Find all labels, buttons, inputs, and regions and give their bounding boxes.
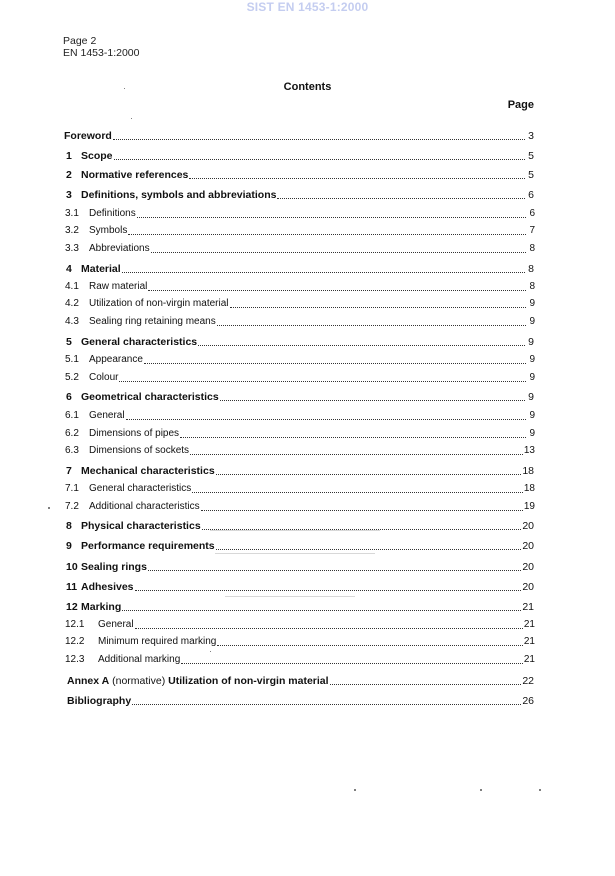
toc-entry-title [81, 169, 188, 181]
toc-entry-title [89, 445, 189, 457]
toc-entry-number: 12.1 [65, 619, 85, 630]
toc-entry-title-text: General characteristics [81, 336, 198, 348]
toc-entry-page: 18 [523, 483, 535, 494]
toc-leader-dots [217, 644, 523, 646]
toc-entry [66, 581, 534, 593]
toc-entry-page: 9 [529, 428, 535, 439]
scan-speck [124, 88, 125, 89]
toc-entry [65, 445, 535, 457]
toc-entry [65, 225, 535, 237]
toc-entry-title-text: Abbreviations [89, 243, 150, 254]
toc-entry-annex-type: (normative) [109, 675, 169, 687]
toc-entry-number: 8 [66, 520, 72, 532]
toc-entry-page: 19 [523, 501, 535, 512]
toc-entry-title-text: Sealing ring retaining means [89, 316, 216, 327]
toc-entry-page: 6 [528, 189, 534, 201]
toc-leader-dots [198, 344, 525, 346]
toc-entry [66, 263, 534, 275]
toc-entry [65, 483, 535, 495]
toc-entry-title-text: Symbols [89, 225, 128, 236]
toc-entry-page: 8 [529, 281, 535, 292]
toc-entry-number: 12 [66, 601, 78, 613]
toc-entry-title [89, 428, 179, 440]
toc-entry [66, 391, 534, 403]
toc-entry-title [81, 150, 113, 162]
toc-entry-title [81, 189, 276, 201]
toc-entry-page: 26 [522, 695, 534, 707]
toc-leader-dots [216, 548, 522, 550]
toc-leader-dots [230, 306, 526, 308]
toc-entry-title [89, 354, 143, 366]
toc-leader-dots [135, 589, 522, 591]
toc-entry-number: 6.1 [65, 410, 79, 421]
contents-title: Contents [283, 81, 332, 93]
toc-entry [65, 654, 535, 666]
toc-entry-number: 3.3 [65, 243, 79, 254]
toc-entry-title-text: Performance requirements [81, 540, 215, 552]
toc-entry-title [81, 601, 121, 613]
toc-entry-title [81, 336, 197, 348]
toc-entry-title-text: Dimensions of sockets [89, 445, 190, 456]
toc-leader-dots [122, 609, 521, 611]
toc-entry [65, 372, 535, 384]
toc-entry-page: 20 [522, 561, 534, 573]
toc-entry-number: 5 [66, 336, 72, 348]
toc-entry-page: 9 [529, 410, 535, 421]
toc-leader-dots [181, 662, 523, 664]
toc-entry-number: 7.1 [65, 483, 79, 494]
toc-entry-title-text: Physical characteristics [81, 520, 201, 532]
toc-entry-title [89, 316, 216, 328]
toc-entry [66, 561, 534, 573]
toc-entry-title [67, 695, 131, 707]
toc-entry-number: 4.1 [65, 281, 79, 292]
toc-leader-dots [126, 418, 526, 420]
toc-entry-page: 9 [528, 336, 534, 348]
toc-entry-title-text: Scope [81, 150, 113, 162]
toc-entry-page: 9 [529, 354, 535, 365]
toc-entry-page: 21 [523, 619, 535, 630]
toc-entry-number: 1 [66, 150, 72, 162]
toc-entry-title [98, 636, 216, 648]
toc-entry-page: 20 [522, 520, 534, 532]
toc-entry-page: 7 [529, 225, 535, 236]
toc-entry [65, 208, 535, 220]
toc-entry-title [98, 619, 134, 631]
toc-entry-title-text: Material [81, 263, 121, 275]
watermark: SIST EN 1453-1:2000 [246, 0, 369, 14]
page-column-label: Page [507, 99, 534, 111]
toc-entry-number: 3.1 [65, 208, 79, 219]
toc-entry-page: 9 [528, 391, 534, 403]
toc-leader-dots [189, 177, 525, 179]
toc-entry-title-text: Additional characteristics [89, 501, 200, 512]
toc-leader-dots [277, 197, 525, 199]
toc-entry-title [67, 675, 329, 687]
toc-entry-page: 21 [523, 654, 535, 665]
toc-entry-title-text: Marking [81, 601, 122, 613]
toc-entry-title-text: Normative references [81, 169, 189, 181]
toc-entry-title-text: Colour [89, 372, 119, 383]
toc-entry-number: 4.2 [65, 298, 79, 309]
toc-leader-dots [119, 380, 526, 382]
toc-leader-dots [148, 569, 521, 571]
toc-entry [66, 150, 534, 162]
toc-entry [66, 169, 534, 181]
toc-entry [64, 130, 534, 142]
toc-leader-dots [217, 324, 526, 326]
toc-entry-number: 6 [66, 391, 72, 403]
toc-entry-page: 9 [529, 298, 535, 309]
toc-entry-page: 8 [528, 263, 534, 275]
toc-entry [66, 540, 534, 552]
toc-entry-number: 4.3 [65, 316, 79, 327]
toc-entry-number: 7.2 [65, 501, 79, 512]
toc-leader-dots [190, 453, 523, 455]
toc-entry-title [89, 483, 191, 495]
toc-entry [66, 189, 534, 201]
toc-entry-number: 3 [66, 189, 72, 201]
toc-entry [65, 501, 535, 513]
toc-leader-dots [330, 683, 522, 685]
toc-leader-dots [216, 473, 522, 475]
toc-entry-title [89, 410, 125, 422]
toc-entry-title-text: Minimum required marking [98, 636, 217, 647]
toc-entry-title [89, 298, 229, 310]
toc-entry [66, 465, 534, 477]
toc-entry-page: 8 [529, 243, 535, 254]
toc-entry-title-text: Utilization of non-virgin material [89, 298, 229, 309]
scan-speck [48, 507, 50, 509]
toc-leader-dots [128, 233, 526, 235]
toc-entry-title-text: Annex A [67, 675, 110, 687]
toc-entry-title [89, 501, 200, 513]
toc-entry-number: 9 [66, 540, 72, 552]
toc-entry-number: 5.1 [65, 354, 79, 365]
toc-leader-dots [220, 399, 525, 401]
toc-entry-annex-title: Utilization of non-virgin material [168, 675, 329, 687]
toc-entry-page: 6 [529, 208, 535, 219]
toc-entry-number: 3.2 [65, 225, 79, 236]
toc-entry-page: 20 [522, 581, 534, 593]
toc-entry [65, 243, 535, 255]
toc-entry-title [98, 654, 180, 666]
toc-entry [65, 298, 535, 310]
toc-entry-number: 5.2 [65, 372, 79, 383]
toc-entry [67, 695, 534, 707]
toc-entry-title-text: Additional marking [98, 654, 181, 665]
toc-entry-number: 4 [66, 263, 72, 275]
toc-leader-dots [151, 251, 526, 253]
scan-speck [354, 789, 356, 791]
toc-entry [65, 410, 535, 422]
toc-entry-page: 21 [522, 601, 534, 613]
toc-entry-number: 12.2 [65, 636, 85, 647]
page-label: Page 2 [63, 35, 97, 47]
toc-leader-dots [144, 362, 526, 364]
toc-entry-page: 9 [529, 372, 535, 383]
faint-stamp-line [210, 530, 380, 531]
toc-entry-number: 10 [66, 561, 78, 573]
toc-entry-title [81, 263, 121, 275]
toc-leader-dots [201, 509, 523, 511]
toc-entry-page: 5 [528, 150, 534, 162]
toc-entry-number: 12.3 [65, 654, 85, 665]
toc-entry-title [89, 208, 136, 220]
toc-leader-dots [132, 703, 521, 705]
toc-entry-title-text: Adhesives [81, 581, 134, 593]
toc-entry [65, 636, 535, 648]
toc-entry-number: 11 [66, 581, 78, 593]
toc-entry-title [89, 243, 150, 255]
toc-entry [66, 601, 534, 613]
toc-entry-title-text: Appearance [89, 354, 143, 365]
toc-entry [65, 428, 535, 440]
toc-entry-number: 6.3 [65, 445, 79, 456]
toc-entry-title [89, 281, 147, 293]
toc-entry-page: 3 [528, 130, 534, 142]
toc-entry-number: 2 [66, 169, 72, 181]
toc-leader-dots [148, 289, 526, 291]
toc-entry [65, 316, 535, 328]
toc-entry-page: 21 [523, 636, 535, 647]
scan-speck [480, 789, 482, 791]
toc-leader-dots [114, 158, 525, 160]
toc-entry-title-text: Geometrical characteristics [81, 391, 219, 403]
toc-entry-title-text: Sealing rings [81, 561, 147, 573]
toc-entry-title-text: General characteristics [89, 483, 192, 494]
toc-entry-page: 5 [528, 169, 534, 181]
toc-entry-title-text: Bibliography [67, 695, 132, 707]
toc-entry-title [81, 465, 215, 477]
scan-speck [131, 118, 132, 119]
faint-stamp-line [215, 553, 375, 554]
toc-entry-number: 7 [66, 465, 72, 477]
toc-entry-title-text: Raw material [89, 281, 148, 292]
toc-entry [65, 619, 535, 631]
toc-entry-title [81, 581, 134, 593]
toc-entry-page: 18 [522, 465, 534, 477]
toc-entry-title [89, 225, 127, 237]
toc-leader-dots [137, 216, 526, 218]
toc-entry [67, 675, 534, 687]
toc-entry-page: 22 [522, 675, 534, 687]
toc-leader-dots [122, 271, 525, 273]
scan-speck [210, 651, 211, 652]
toc-entry-title [81, 561, 147, 573]
toc-leader-dots [135, 627, 523, 629]
toc-entry-page: 13 [523, 445, 535, 456]
toc-leader-dots [113, 138, 525, 140]
toc-entry-title-text: Foreword [64, 130, 112, 142]
toc-entry-title [81, 391, 219, 403]
toc-entry [65, 354, 535, 366]
toc-entry-title-text: Definitions, symbols and abbreviations [81, 189, 277, 201]
toc-entry-title [81, 520, 201, 532]
toc-entry-title [81, 540, 215, 552]
toc-entry-title-text: General [89, 410, 125, 421]
toc-entry-page: 20 [522, 540, 534, 552]
toc-leader-dots [180, 436, 526, 438]
toc-entry [65, 281, 535, 293]
toc-entry-number: 6.2 [65, 428, 79, 439]
toc-entry-title [89, 372, 118, 384]
toc-entry-title-text: Mechanical characteristics [81, 465, 215, 477]
standard-number: EN 1453-1:2000 [63, 47, 140, 59]
toc-entry-title [64, 130, 112, 142]
faint-stamp-line [225, 596, 355, 597]
toc-entry-title-text: General [98, 619, 134, 630]
toc-entry-title-text: Dimensions of pipes [89, 428, 180, 439]
scan-speck [539, 789, 541, 791]
toc-entry [66, 336, 534, 348]
toc-entry-page: 9 [529, 316, 535, 327]
toc-leader-dots [192, 491, 523, 493]
toc-entry-title-text: Definitions [89, 208, 136, 219]
